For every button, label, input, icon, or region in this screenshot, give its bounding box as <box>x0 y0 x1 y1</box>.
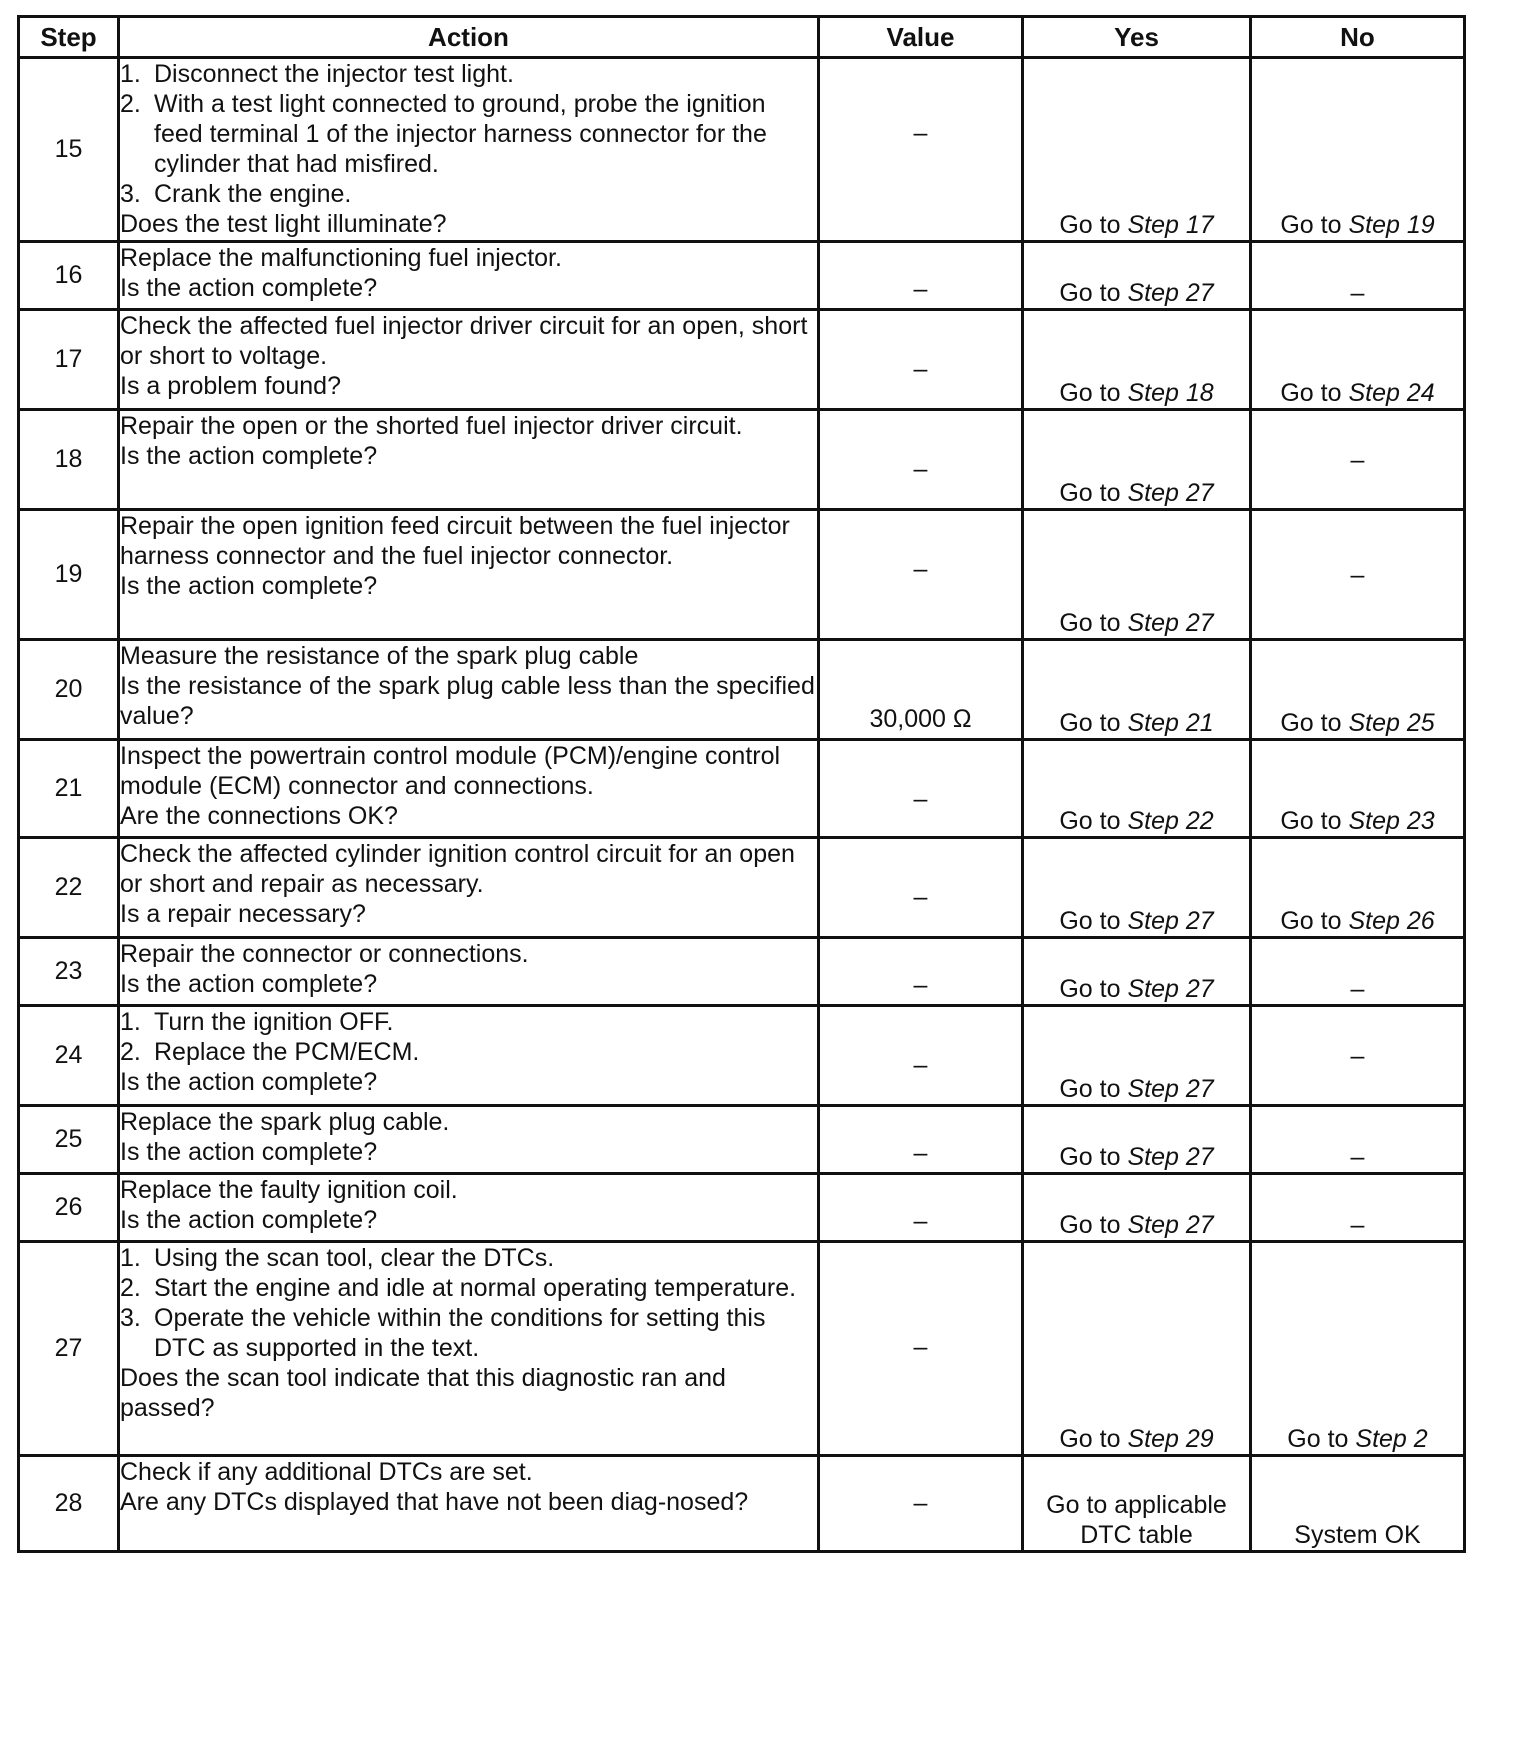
no-step-link[interactable]: Step 19 <box>1348 211 1435 239</box>
action-step <box>120 1007 817 1037</box>
yes-step-link[interactable]: Step 22 <box>1127 807 1214 835</box>
action-step-text: Crank the engine. <box>154 180 352 208</box>
header-value: Value <box>819 17 1023 58</box>
table-row <box>19 242 1465 310</box>
no-cell <box>1251 838 1465 938</box>
yes-prefix: Go to <box>1059 1211 1121 1239</box>
action-step-text: Replace the PCM/ECM. <box>154 1038 420 1066</box>
action-cell <box>119 640 819 740</box>
action-line: Check the affected fuel injector driver circuit for an open, short or short to voltage. <box>120 312 808 370</box>
yes-step-link[interactable]: Step 27 <box>1127 609 1214 637</box>
action-line: Replace the spark plug cable. <box>120 1108 450 1136</box>
no-cell <box>1251 310 1465 410</box>
step-number: 20 <box>19 640 119 740</box>
value-cell: – <box>819 1174 1023 1242</box>
value-cell: – <box>819 1242 1023 1456</box>
yes-step-link[interactable]: Step 17 <box>1127 211 1214 239</box>
action-cell <box>119 1106 819 1174</box>
no-step-link[interactable]: Step 25 <box>1348 709 1435 737</box>
step-number: 25 <box>19 1106 119 1174</box>
step-number: 15 <box>19 58 119 242</box>
yes-prefix: Go to <box>1059 1143 1121 1171</box>
no-cell <box>1251 938 1465 1006</box>
action-line: Check if any additional DTCs are set. <box>120 1458 533 1486</box>
no-cell <box>1251 242 1465 310</box>
action-step <box>120 1273 817 1303</box>
action-step-text: Start the engine and idle at normal operating temperature. <box>154 1274 797 1302</box>
yes-prefix: Go to <box>1059 907 1121 935</box>
action-line: Is the action complete? <box>120 572 378 600</box>
yes-prefix: Go to <box>1059 211 1121 239</box>
yes-cell <box>1023 1456 1251 1552</box>
value-cell: – <box>819 1456 1023 1552</box>
action-step <box>120 1037 817 1067</box>
action-line: Is the action complete? <box>120 970 378 998</box>
yes-text: Go to applicable DTC table <box>1046 1491 1227 1549</box>
no-cell <box>1251 1242 1465 1456</box>
action-cell <box>119 310 819 410</box>
action-line: Is the action complete? <box>120 274 378 302</box>
no-text: – <box>1350 560 1365 589</box>
no-prefix: Go to <box>1287 1425 1349 1453</box>
step-number: 16 <box>19 242 119 310</box>
yes-cell <box>1023 1242 1251 1456</box>
no-step-link[interactable]: Step 2 <box>1355 1425 1428 1453</box>
yes-cell <box>1023 838 1251 938</box>
header-no: No <box>1251 17 1465 58</box>
action-question: Is the action complete? <box>120 1068 378 1096</box>
table-row <box>19 1106 1465 1174</box>
no-step-link[interactable]: Step 23 <box>1348 807 1435 835</box>
action-step-number: 3. <box>120 180 141 208</box>
action-line: Measure the resistance of the spark plug cable <box>120 642 639 670</box>
table-row <box>19 310 1465 410</box>
table-row <box>19 58 1465 242</box>
yes-cell <box>1023 740 1251 838</box>
no-text: – <box>1350 1143 1365 1171</box>
table-row <box>19 640 1465 740</box>
action-step-text: Using the scan tool, clear the DTCs. <box>154 1244 555 1272</box>
diagnostic-table <box>17 15 1466 1553</box>
no-prefix: Go to <box>1280 211 1342 239</box>
action-line: Repair the open or the shorted fuel injector driver circuit. <box>120 412 743 440</box>
yes-prefix: Go to <box>1059 1075 1121 1103</box>
no-prefix: Go to <box>1280 379 1342 407</box>
action-step-number: 2. <box>120 1274 141 1302</box>
yes-cell <box>1023 1006 1251 1106</box>
action-line: Inspect the powertrain control module (PCM)/engine control module (ECM) connector and connections. <box>120 742 781 800</box>
yes-prefix: Go to <box>1059 279 1121 307</box>
no-text: – <box>1350 279 1365 307</box>
no-cell <box>1251 410 1465 510</box>
yes-step-link[interactable]: Step 27 <box>1127 279 1214 307</box>
step-number: 22 <box>19 838 119 938</box>
action-step-number: 3. <box>120 1304 141 1332</box>
yes-step-link[interactable]: Step 27 <box>1127 975 1214 1003</box>
action-step-number: 2. <box>120 90 141 118</box>
table-row <box>19 838 1465 938</box>
action-question: Does the scan tool indicate that this diagnostic ran and passed? <box>120 1364 726 1422</box>
yes-cell <box>1023 410 1251 510</box>
action-line: Replace the malfunctioning fuel injector. <box>120 244 562 272</box>
no-cell <box>1251 1174 1465 1242</box>
table-row <box>19 938 1465 1006</box>
action-step-text: Disconnect the injector test light. <box>154 60 514 88</box>
yes-step-link[interactable]: Step 27 <box>1127 1211 1214 1239</box>
action-line: Replace the faulty ignition coil. <box>120 1176 458 1204</box>
action-step-text: Turn the ignition OFF. <box>154 1008 394 1036</box>
yes-prefix: Go to <box>1059 807 1121 835</box>
value-cell: – <box>819 838 1023 938</box>
value-cell: – <box>819 242 1023 310</box>
yes-prefix: Go to <box>1059 609 1121 637</box>
table-row <box>19 510 1465 640</box>
action-step <box>120 179 817 209</box>
action-cell <box>119 58 819 242</box>
action-line: Are any DTCs displayed that have not been diag-nosed? <box>120 1488 749 1516</box>
action-cell <box>119 1242 819 1456</box>
no-cell <box>1251 1106 1465 1174</box>
action-line: Is the action complete? <box>120 1138 378 1166</box>
step-number: 28 <box>19 1456 119 1552</box>
action-step-text: With a test light connected to ground, probe the ignition feed terminal 1 of the injector harness connector for the cylinder that had misfired. <box>154 90 767 178</box>
table-row <box>19 1006 1465 1106</box>
step-number: 19 <box>19 510 119 640</box>
header-step: Step <box>19 17 119 58</box>
value-cell: – <box>819 310 1023 410</box>
action-cell <box>119 242 819 310</box>
value-cell: – <box>819 410 1023 510</box>
yes-step-link[interactable]: Step 27 <box>1127 1075 1214 1103</box>
action-line: Is a repair necessary? <box>120 900 366 928</box>
action-cell <box>119 510 819 640</box>
action-cell <box>119 1174 819 1242</box>
value-cell: – <box>819 740 1023 838</box>
yes-prefix: Go to <box>1059 709 1121 737</box>
action-line: Are the connections OK? <box>120 802 398 830</box>
action-line: Is the action complete? <box>120 1206 378 1234</box>
no-cell <box>1251 740 1465 838</box>
yes-prefix: Go to <box>1059 479 1121 507</box>
no-cell <box>1251 640 1465 740</box>
action-cell <box>119 938 819 1006</box>
yes-prefix: Go to <box>1059 379 1121 407</box>
step-number: 24 <box>19 1006 119 1106</box>
action-step-number: 1. <box>120 1008 141 1036</box>
no-step-link[interactable]: Step 26 <box>1348 907 1435 935</box>
step-number: 18 <box>19 410 119 510</box>
yes-step-link[interactable]: Step 27 <box>1127 1143 1214 1171</box>
action-step-number: 1. <box>120 60 141 88</box>
no-text: – <box>1350 1041 1365 1070</box>
yes-prefix: Go to <box>1059 975 1121 1003</box>
no-cell <box>1251 58 1465 242</box>
action-cell <box>119 838 819 938</box>
table-row <box>19 1174 1465 1242</box>
table-row <box>19 740 1465 838</box>
action-line: Repair the connector or connections. <box>120 940 529 968</box>
no-text: – <box>1350 1211 1365 1239</box>
yes-step-link[interactable]: Step 21 <box>1127 709 1214 737</box>
value-cell: – <box>819 938 1023 1006</box>
yes-cell <box>1023 1106 1251 1174</box>
step-number: 23 <box>19 938 119 1006</box>
action-step-text: Operate the vehicle within the conditions for setting this DTC as supported in the text. <box>154 1304 766 1362</box>
action-cell <box>119 740 819 838</box>
yes-cell <box>1023 58 1251 242</box>
action-line: Repair the open ignition feed circuit between the fuel injector harness connector and the fuel injector connector. <box>120 512 790 570</box>
step-number: 21 <box>19 740 119 838</box>
no-cell <box>1251 1006 1465 1106</box>
action-line: Is the action complete? <box>120 442 378 470</box>
no-text: – <box>1350 445 1365 474</box>
action-step <box>120 59 817 89</box>
table-row <box>19 1242 1465 1456</box>
value-cell: 30,000 Ω <box>819 640 1023 740</box>
yes-step-link[interactable]: Step 18 <box>1127 379 1214 407</box>
no-cell <box>1251 1456 1465 1552</box>
action-line: Is the resistance of the spark plug cable less than the specified value? <box>120 672 815 730</box>
action-cell <box>119 410 819 510</box>
yes-cell <box>1023 938 1251 1006</box>
header-yes: Yes <box>1023 17 1251 58</box>
no-step-link[interactable]: Step 24 <box>1348 379 1435 407</box>
yes-step-link[interactable]: Step 27 <box>1127 479 1214 507</box>
yes-cell <box>1023 510 1251 640</box>
header-action: Action <box>119 17 819 58</box>
action-cell <box>119 1456 819 1552</box>
action-step <box>120 1303 817 1363</box>
value-cell: – <box>819 58 1023 242</box>
table-row <box>19 1456 1465 1552</box>
yes-step-link[interactable]: Step 29 <box>1127 1425 1214 1453</box>
value-cell: – <box>819 1006 1023 1106</box>
action-question: Does the test light illuminate? <box>120 210 447 238</box>
yes-cell <box>1023 1174 1251 1242</box>
no-prefix: Go to <box>1280 807 1342 835</box>
step-number: 27 <box>19 1242 119 1456</box>
no-prefix: Go to <box>1280 709 1342 737</box>
step-number: 26 <box>19 1174 119 1242</box>
value-cell: – <box>819 510 1023 640</box>
yes-step-link[interactable]: Step 27 <box>1127 907 1214 935</box>
header-row <box>19 17 1465 58</box>
action-cell <box>119 1006 819 1106</box>
action-step-number: 1. <box>120 1244 141 1272</box>
action-step <box>120 1243 817 1273</box>
no-cell <box>1251 510 1465 640</box>
step-number: 17 <box>19 310 119 410</box>
no-text: System OK <box>1294 1521 1421 1549</box>
action-line: Check the affected cylinder ignition control circuit for an open or short and repair as necessary. <box>120 840 795 898</box>
yes-cell <box>1023 242 1251 310</box>
value-cell: – <box>819 1106 1023 1174</box>
yes-cell <box>1023 640 1251 740</box>
table-body <box>19 58 1465 1552</box>
action-line: Is a problem found? <box>120 372 341 400</box>
no-text: – <box>1350 975 1365 1003</box>
action-step <box>120 89 817 179</box>
yes-cell <box>1023 310 1251 410</box>
yes-prefix: Go to <box>1059 1425 1121 1453</box>
action-step-number: 2. <box>120 1038 141 1066</box>
table-row <box>19 410 1465 510</box>
no-prefix: Go to <box>1280 907 1342 935</box>
